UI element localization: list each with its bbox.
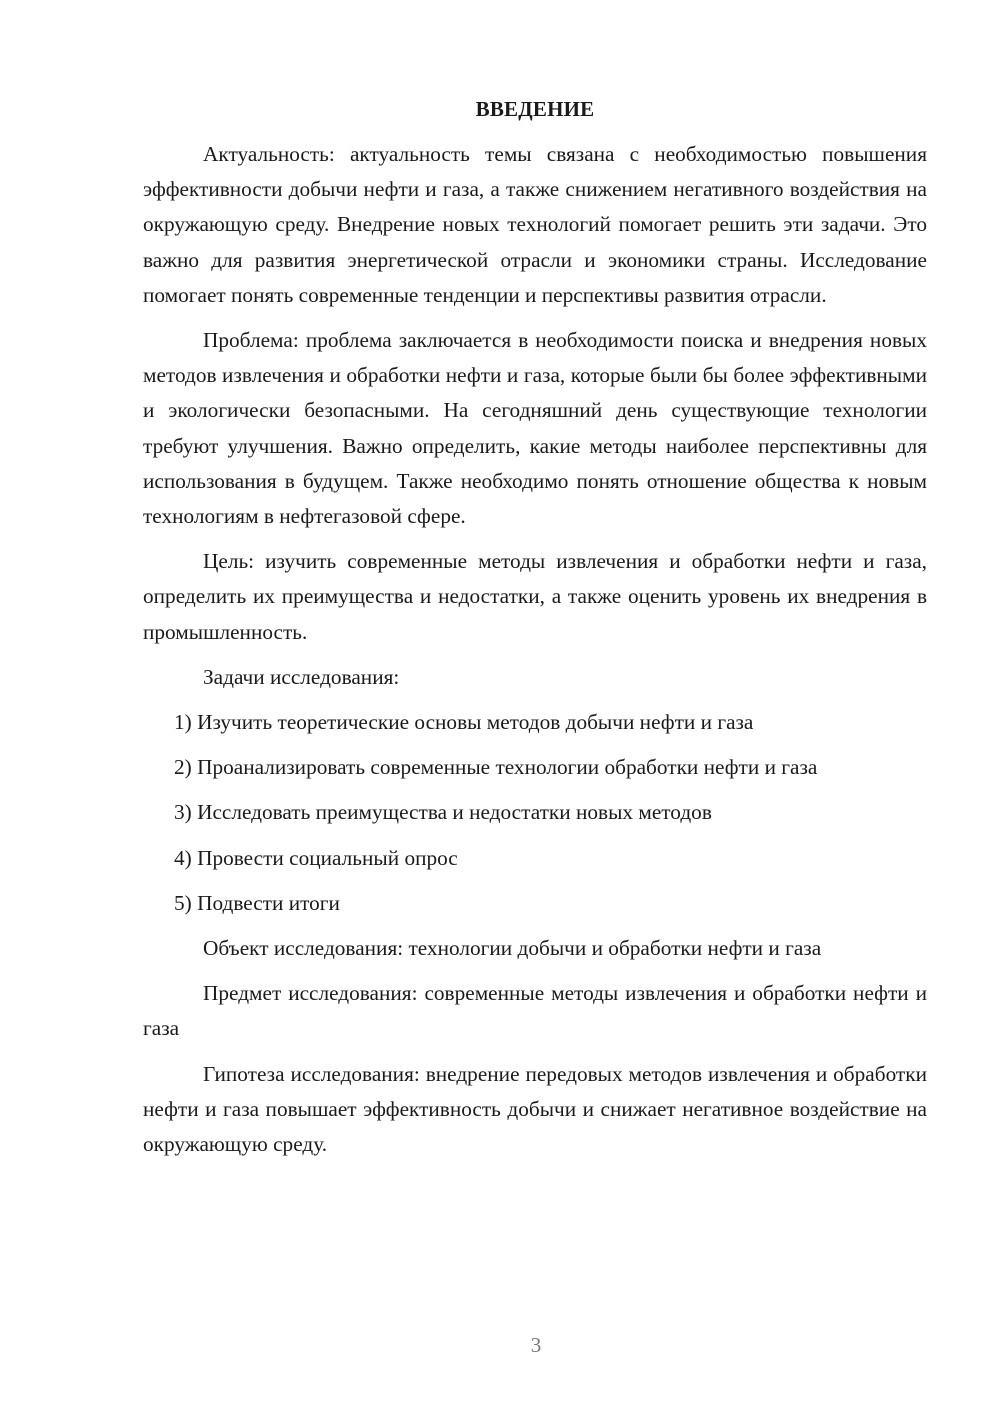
task-item-4: 4) Провести социальный опрос bbox=[174, 845, 458, 870]
object-paragraph: Объект исследования: технологии добычи и обработки нефти и газа bbox=[203, 936, 822, 961]
task-item-5: 5) Подвести итоги bbox=[174, 890, 340, 915]
tasks-heading: Задачи исследования: bbox=[203, 664, 400, 689]
section-title: ВВЕДЕНИЕ bbox=[475, 97, 595, 121]
task-item-3: 3) Исследовать преимущества и недостатки новых методов bbox=[174, 800, 712, 825]
task-item-2: 2) Проанализировать современные технологии обработки нефти и газа bbox=[174, 755, 818, 780]
subject-paragraph: Предмет исследования: современные методы извлечения и обработки нефти и газа bbox=[143, 981, 927, 1041]
goal-paragraph: Цель: изучить современные методы извлечения и обработки нефти и газа, определить их преимущества и недостатки, а также оценить уровень их внедрения в промышленность. bbox=[143, 549, 927, 644]
relevance-paragraph: Актуальность: актуальность темы связана с необходимостью повышения эффективности добычи нефти и газа, а также снижением негативного воздействия на окружающую среду. Внедрение новых технологий помогает решить эти задачи. Это важно для развития энергетической отрасли и экономики страны. Исследование помогает понять современные тенденции и перспективы развития отрасли. bbox=[143, 142, 927, 307]
hypothesis-paragraph: Гипотеза исследования: внедрение передовых методов извлечения и обработки нефти и газа повышает эффективность добычи и снижает негативное воздействие на окружающую среду. bbox=[143, 1061, 927, 1157]
problem-paragraph: Проблема: проблема заключается в необходимости поиска и внедрения новых методов извлечения и обработки нефти и газа, которые были бы более эффективными и экологически безопасными. На сегодняшний день существующие технологии требуют улучшения. Важно определить, какие методы наиболее перспективны для использования в будущем. Также необходимо понять отношение общества к новым технологиям в нефтегазовой сфере. bbox=[143, 328, 927, 529]
task-item-1: 1) Изучить теоретические основы методов добычи нефти и газа bbox=[174, 710, 754, 735]
page-content bbox=[143, 92, 927, 1172]
page-number: 3 bbox=[530, 1333, 542, 1357]
